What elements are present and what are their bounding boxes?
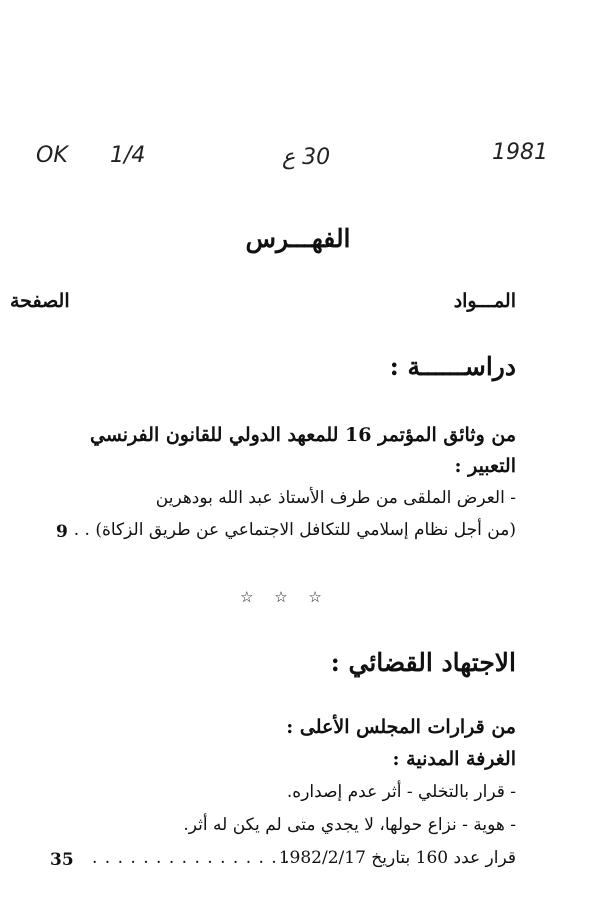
jurisprudence-item-1: - قرار بالتخلي - أثر عدم إصداره. [286, 782, 516, 802]
column-subjects: المـــواد [453, 290, 516, 312]
jurisprudence-chamber: الغرفة المدنية : [392, 748, 516, 770]
index-title: الفهـــرس [245, 224, 351, 253]
jurisprudence-ruling: قرار عدد 160 بتاريخ 1982/2/17 [278, 848, 516, 868]
handwritten-number: 30 ع [282, 145, 331, 170]
jurisprudence-item-2: - هوية - نزاع حولها، لا يجدي متى لم يكن له أثر. [183, 815, 516, 835]
leader-dots: . . . . . . . . . . . . . . . . [92, 848, 291, 868]
study-item-2: (من أجل نظام إسلامي للتكافل الاجتماعي عن طريق الزكاة) . . [73, 520, 516, 540]
study-source: من وثائق المؤتمر 16 للمعهد الدولي للقانون الفرنسي [90, 424, 516, 446]
study-item-1: - العرض الملقى من طرف الأستاذ عبد الله بودهرين [155, 488, 516, 508]
jurisprudence-ruling-page: 35 [50, 850, 74, 870]
handwritten-year: 1981 [492, 140, 548, 165]
study-section: التعبير : [454, 455, 516, 477]
separator-stars: ☆ ☆ ☆ [240, 588, 330, 606]
study-heading: دراســــــة : [389, 352, 516, 381]
column-page: الصفحة [10, 290, 70, 312]
jurisprudence-source: من قرارات المجلس الأعلى : [286, 716, 516, 738]
handwritten-fraction: 1/4 [110, 143, 146, 168]
handwritten-ok: OK [36, 143, 68, 168]
jurisprudence-heading: الاجتهاد القضائي : [330, 648, 516, 677]
study-item-2-page: 9 [56, 522, 68, 542]
